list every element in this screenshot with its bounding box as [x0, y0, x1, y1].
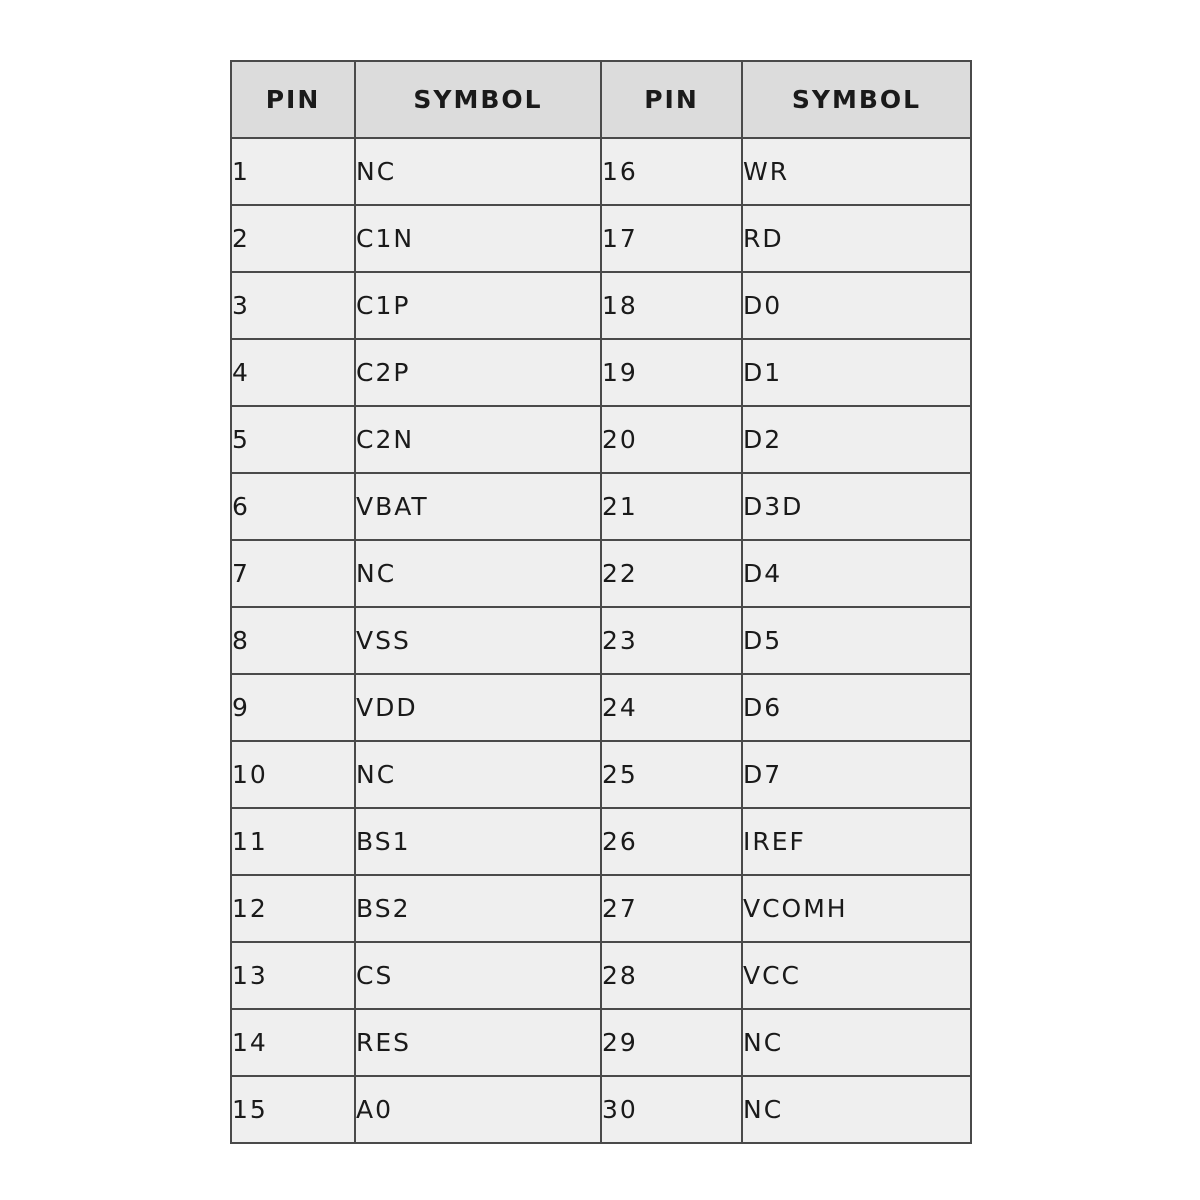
pin-number-cell: 27 [601, 875, 742, 942]
symbol-cell: D3D [742, 473, 971, 540]
table-row [231, 473, 971, 540]
symbol-cell: NC [355, 741, 601, 808]
pin-number-cell: 5 [231, 406, 355, 473]
pin-number-cell: 21 [601, 473, 742, 540]
pin-number-cell: 1 [231, 138, 355, 205]
symbol-cell: D1 [742, 339, 971, 406]
symbol-cell: NC [355, 540, 601, 607]
pin-number-cell: 7 [231, 540, 355, 607]
symbol-cell: BS2 [355, 875, 601, 942]
pin-number-cell: 8 [231, 607, 355, 674]
table-row [231, 875, 971, 942]
symbol-cell: D2 [742, 406, 971, 473]
pin-number-cell: 10 [231, 741, 355, 808]
symbol-cell: WR [742, 138, 971, 205]
symbol-cell: NC [742, 1009, 971, 1076]
table-row [231, 540, 971, 607]
symbol-cell: BS1 [355, 808, 601, 875]
table-body [231, 138, 971, 1143]
symbol-cell: D7 [742, 741, 971, 808]
header-symbol-right: SYMBOL [742, 61, 971, 138]
pin-number-cell: 2 [231, 205, 355, 272]
table-row [231, 138, 971, 205]
symbol-cell: RD [742, 205, 971, 272]
symbol-cell: NC [355, 138, 601, 205]
symbol-cell: D5 [742, 607, 971, 674]
symbol-cell: D6 [742, 674, 971, 741]
table-row [231, 406, 971, 473]
symbol-cell: D4 [742, 540, 971, 607]
pin-number-cell: 23 [601, 607, 742, 674]
pin-number-cell: 19 [601, 339, 742, 406]
symbol-cell: C2N [355, 406, 601, 473]
pin-number-cell: 29 [601, 1009, 742, 1076]
table-row [231, 942, 971, 1009]
table-row [231, 205, 971, 272]
pin-number-cell: 4 [231, 339, 355, 406]
symbol-cell: C2P [355, 339, 601, 406]
pin-number-cell: 20 [601, 406, 742, 473]
pin-number-cell: 14 [231, 1009, 355, 1076]
pin-number-cell: 24 [601, 674, 742, 741]
table-row [231, 741, 971, 808]
table-row [231, 1009, 971, 1076]
header-pin-left: PIN [231, 61, 355, 138]
table-row [231, 272, 971, 339]
table-row [231, 339, 971, 406]
pin-number-cell: 26 [601, 808, 742, 875]
symbol-cell: VBAT [355, 473, 601, 540]
symbol-cell: RES [355, 1009, 601, 1076]
pin-number-cell: 25 [601, 741, 742, 808]
pin-number-cell: 16 [601, 138, 742, 205]
pin-number-cell: 13 [231, 942, 355, 1009]
symbol-cell: VCC [742, 942, 971, 1009]
pin-number-cell: 15 [231, 1076, 355, 1143]
table-row [231, 808, 971, 875]
pin-number-cell: 9 [231, 674, 355, 741]
pin-number-cell: 12 [231, 875, 355, 942]
pin-number-cell: 28 [601, 942, 742, 1009]
pin-number-cell: 18 [601, 272, 742, 339]
symbol-cell: C1P [355, 272, 601, 339]
pin-number-cell: 3 [231, 272, 355, 339]
table-row [231, 1076, 971, 1143]
symbol-cell: NC [742, 1076, 971, 1143]
table-header-row [231, 61, 971, 138]
symbol-cell: C1N [355, 205, 601, 272]
header-pin-right: PIN [601, 61, 742, 138]
symbol-cell: CS [355, 942, 601, 1009]
symbol-cell: A0 [355, 1076, 601, 1143]
pin-number-cell: 22 [601, 540, 742, 607]
symbol-cell: VSS [355, 607, 601, 674]
symbol-cell: IREF [742, 808, 971, 875]
pin-number-cell: 6 [231, 473, 355, 540]
pin-number-cell: 30 [601, 1076, 742, 1143]
table-row [231, 674, 971, 741]
symbol-cell: VCOMH [742, 875, 971, 942]
pin-number-cell: 11 [231, 808, 355, 875]
table-row [231, 607, 971, 674]
pin-number-cell: 17 [601, 205, 742, 272]
symbol-cell: D0 [742, 272, 971, 339]
header-symbol-left: SYMBOL [355, 61, 601, 138]
pin-assignment-table [230, 60, 972, 1144]
symbol-cell: VDD [355, 674, 601, 741]
